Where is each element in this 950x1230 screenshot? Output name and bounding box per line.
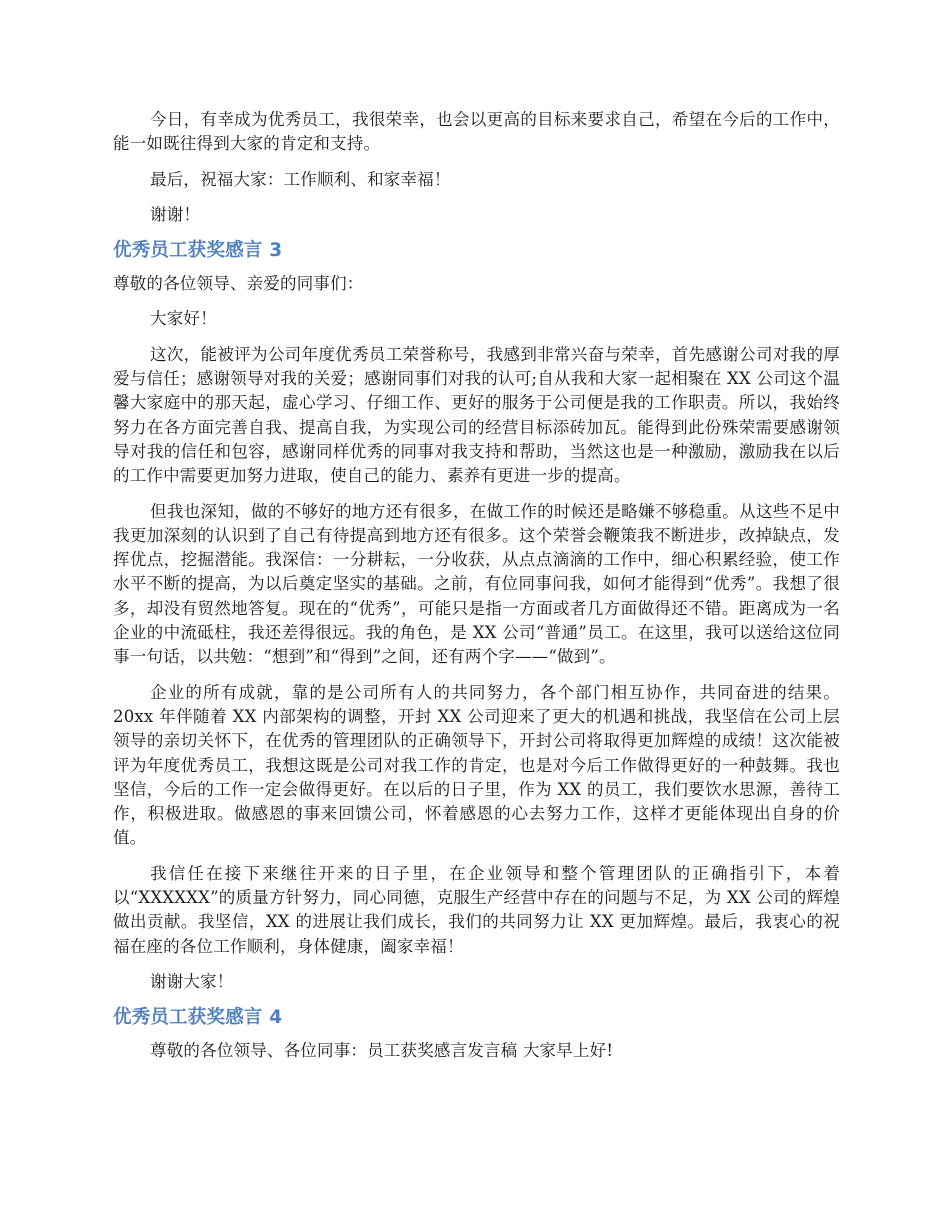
section-heading-3: 优秀员工获奖感言 3	[113, 240, 283, 262]
paragraph: 这次，能被评为公司年度优秀员工荣誉称号，我感到非常兴奋与荣幸，首先感谢公司对我的厚爱与信任；感谢领导对我的关爱；感谢同事们对我的认可;自从我和大家一起相聚在 XX 公司这个温馨大家庭中的那天起，虚心学习、仔细工作、更好的服务于公司便是我的工作职责。所以，我始终努力在各方面完善自我、提高自我，为实现公司的经营目标添砖加瓦。能得到此份殊荣需要感谢领导对我的信任和包容，感谢同样优秀的同事对我支持和帮助，当然这也是一种激励，激励我在以后的工作中需要更加努力进取，使自己的能力、素养有更进一步的提高。	[113, 344, 840, 486]
paragraph: 今日，有幸成为优秀员工，我很荣幸，也会以更高的目标来要求自己，希望在今后的工作中，能一如既往得到大家的肯定和支持。	[113, 110, 840, 154]
section-heading-4: 优秀员工获奖感言 4	[113, 1007, 283, 1029]
document-page	[113, 108, 840, 1075]
closing-line: 谢谢大家！	[150, 971, 234, 991]
closing-line: 谢谢！	[150, 204, 201, 224]
paragraph: 尊敬的各位领导、各位同事：员工获奖感言发言稿 大家早上好!	[150, 1041, 614, 1061]
paragraph: 我信任在接下来继往开来的日子里，在企业领导和整个管理团队的正确指引下，本着以“XXXXXX”的质量方针努力，同心同德，克服生产经营中存在的问题与不足，为 XX 公司的辉煌做出贡献。我坚信，XX 的进展让我们成长，我们的共同努力让 XX 更加辉煌。最后，我衷心的祝福在座的各位工作顺利，身体健康，阖家幸福！	[113, 863, 840, 956]
paragraph: 但我也深知，做的不够好的地方还有很多，在做工作的时候还是略嫌不够稳重。从这些不足中我更加深刻的认识到了自己有待提高到地方还有很多。这个荣誉会鞭策我不断进步，改掉缺点，发挥优点，挖掘潜能。我深信：一分耕耘，一分收获，从点点滴滴的工作中，细心积累经验，使工作水平不断的提高，为以后奠定坚实的基础。之前，有位同事问我，如何才能得到“优秀”。我想了很多，却没有贸然地答复。现在的“优秀”，可能只是指一方面或者几方面做得还不错。距离成为一名企业的中流砥柱，我还差得很远。我的角色，是 XX 公司“普通”员工。在这里，我可以送给这位同事一句话，以共勉：“想到”和“得到”之间，还有两个字——“做到”。	[113, 501, 840, 667]
paragraph: 企业的所有成就，靠的是公司所有人的共同努力，各个部门相互协作，共同奋进的结果。20xx 年伴随着 XX 内部架构的调整，开封 XX 公司迎来了更大的机遇和挑战，我坚信在公司上层领导的亲切关怀下，在优秀的管理团队的正确领导下，开封公司将取得更加辉煌的成绩！这次能被评为年度优秀员工，我想这既是公司对我工作的肯定，也是对今后工作做得更好的一种鼓舞。我也坚信，今后的工作一定会做得更好。在以后的日子里，作为 XX 的员工，我们要饮水思源，善待工作，积极进取。做感恩的事来回馈公司，怀着感恩的心去努力工作，这样才更能体现出自身的价值。	[113, 682, 840, 848]
salutation: 尊敬的各位领导、亲爱的同事们：	[113, 274, 364, 294]
greeting: 大家好！	[150, 309, 217, 329]
paragraph: 最后，祝福大家：工作顺利、和家幸福！	[150, 169, 451, 189]
